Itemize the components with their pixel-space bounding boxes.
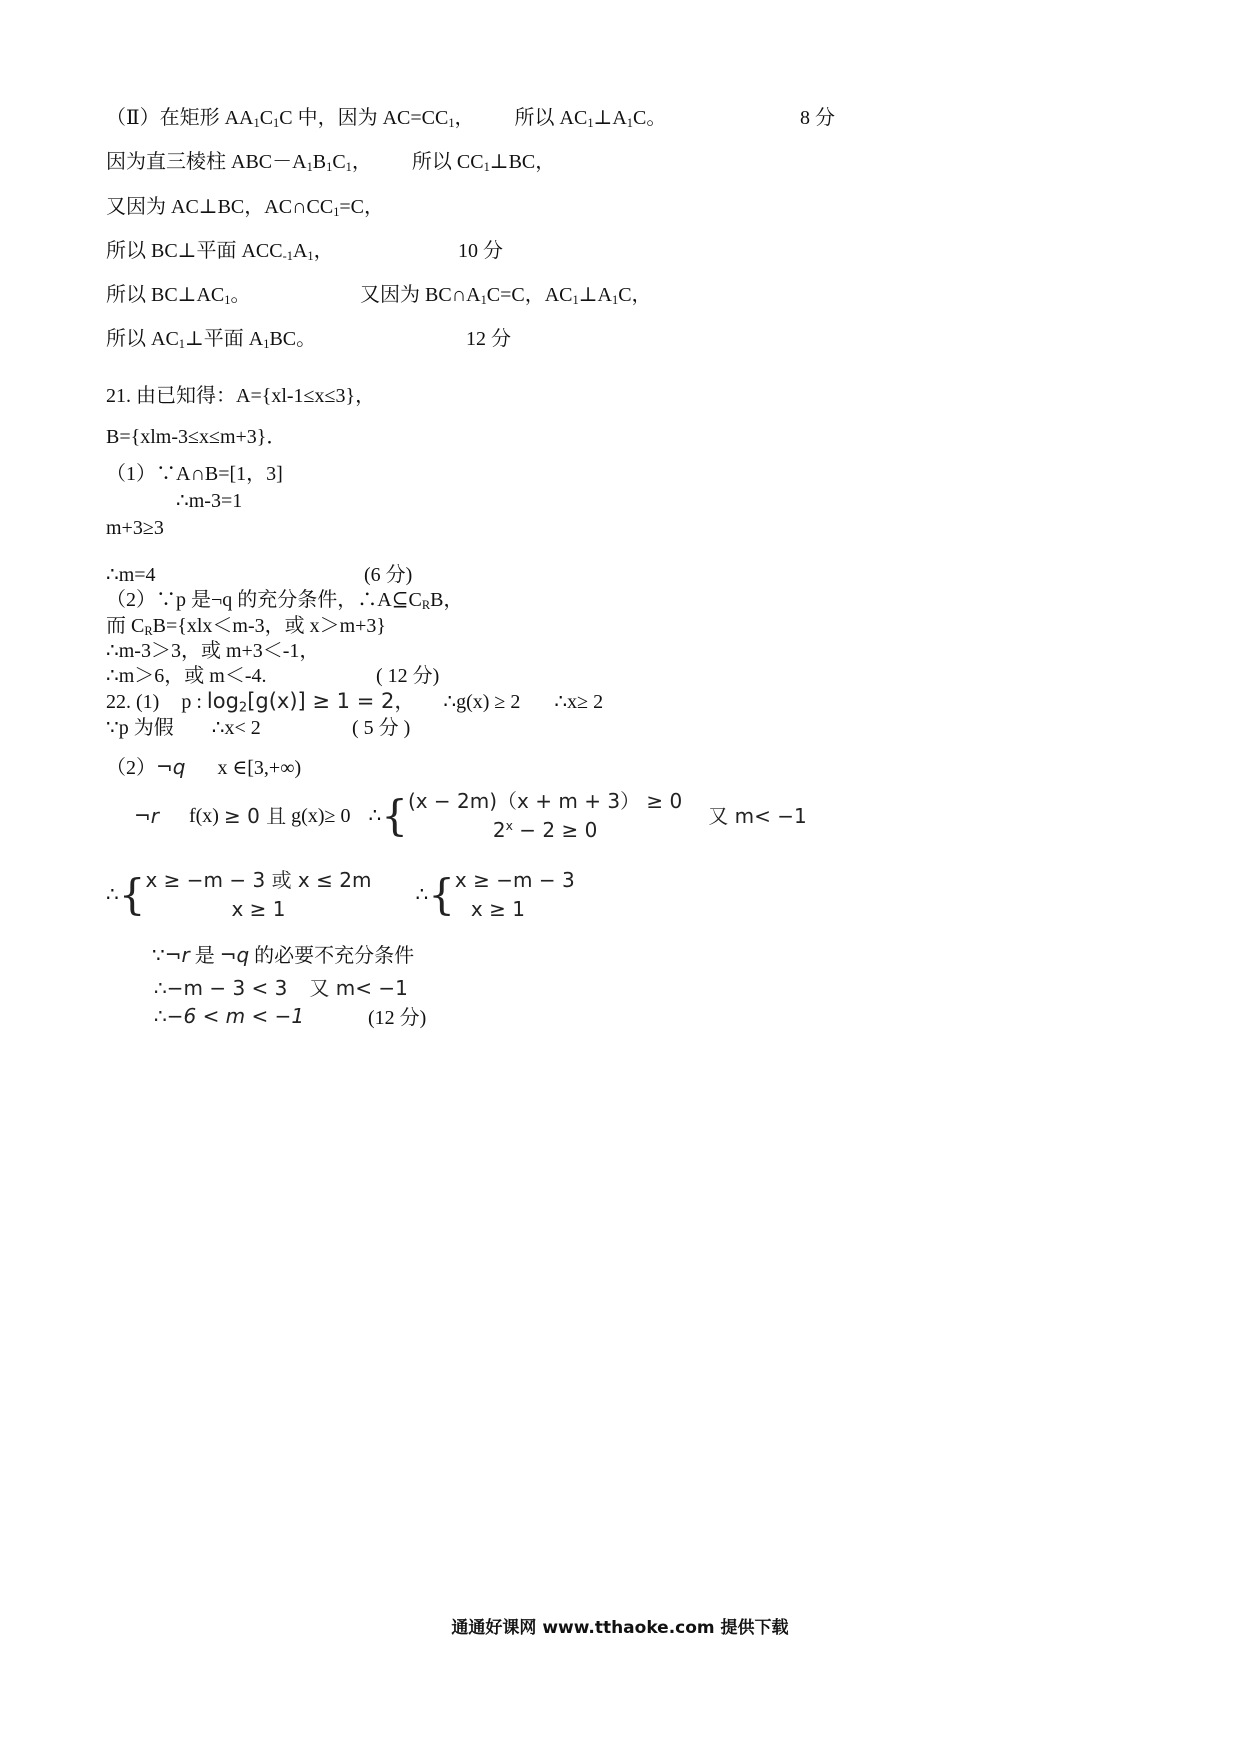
q21-line-7 xyxy=(106,589,464,613)
q22-l6-negq: ¬q xyxy=(219,943,250,967)
p2-l6-text-c: BC。 xyxy=(269,328,317,350)
q22-l2-a: ∵p 为假 xyxy=(106,717,174,739)
q21-l7-text-b: B， xyxy=(430,589,464,611)
p2-line-5 xyxy=(106,284,251,308)
q21-l7-text-a: （2）∵p 是¬q 的充分条件，∴A⊆C xyxy=(106,589,422,611)
p2-l1-text-c: C 中，因为 AC=CC xyxy=(279,107,449,129)
p2-l2-sub2: 1 xyxy=(326,160,333,175)
p2-l4-sub2: 1 xyxy=(307,249,314,264)
p2-line-1 xyxy=(106,107,667,131)
q22-l5-sys-row1: x ≥ −m − 3 或 x ≤ 2m xyxy=(145,868,372,892)
p2-l6-score: 12 分 xyxy=(466,328,511,350)
q21-line-10: ∴m＞6，或 m＜-4. xyxy=(106,665,267,687)
q21-line-5: m+3≥3 xyxy=(106,517,164,539)
q22-l6-is: 是 xyxy=(194,945,215,967)
q22-line-1 xyxy=(106,689,604,716)
q22-l1-p: p : xyxy=(181,691,202,713)
q22-l5-sys-row2: x ≥ 1 xyxy=(231,897,286,921)
q21-l8-sub: R xyxy=(144,624,153,639)
q22-l3-negq: ¬q xyxy=(156,755,186,779)
p2-l2-text-e: 所以 CC xyxy=(411,151,484,173)
q22-l2-score: ( 5 分 ) xyxy=(352,717,411,739)
q21-line-8 xyxy=(106,615,387,639)
q21-line-6: ∴m=4 xyxy=(106,564,156,586)
p2-l1-score: 8 分 xyxy=(800,107,835,129)
p2-l1-text-g: C。 xyxy=(633,107,667,129)
p2-l1-text-e: 所以 AC xyxy=(514,107,588,129)
q21-l7-sub: R xyxy=(421,598,431,613)
p2-l1-sub2: 1 xyxy=(273,116,280,131)
q22-l3-a: （2） xyxy=(106,757,156,779)
p2-l6-sub1: 1 xyxy=(178,337,185,352)
q22-line-2 xyxy=(106,718,261,738)
p2-l5-text-e: ⊥A xyxy=(578,284,612,306)
p2-l4-text-b: A xyxy=(292,240,308,262)
p2-l1-text-b: C xyxy=(259,107,274,129)
q22-line-4 xyxy=(134,787,807,845)
p2-l5-text-b: 。 xyxy=(230,284,251,306)
q22-l1-x: ∴x≥ 2 xyxy=(554,691,604,713)
q22-l7-b: 又 m< −1 xyxy=(309,976,408,1000)
p2-l5-sub3: 1 xyxy=(572,293,579,308)
p2-l3-text-a: 又因为 AC⊥BC，AC∩CC xyxy=(106,196,334,218)
q22-line-3 xyxy=(106,757,301,778)
p2-l5-sub2: 1 xyxy=(480,293,487,308)
q22-l5b-brace: { xyxy=(428,870,455,919)
p2-l1-sub4: 1 xyxy=(587,116,594,131)
q22-l4-negr: ¬r xyxy=(134,804,159,828)
q22-l5-brace: { xyxy=(118,870,146,919)
q21-line-2: B={xlm-3≤x≤m+3}． xyxy=(106,426,287,448)
p2-l2-sub4: 1 xyxy=(483,160,490,175)
q21-l8-text-b: B={xlx＜m-3，或 x＞m+3} xyxy=(152,615,387,637)
q22-l4-brace: { xyxy=(381,791,408,840)
p2-l5-text-c: 又因为 BC∩A xyxy=(360,284,481,306)
p2-line-5-right xyxy=(360,284,652,308)
q22-l4-a: f(x) xyxy=(188,805,219,827)
q22-line-5 xyxy=(106,866,575,924)
p2-l5-sub1: 1 xyxy=(224,293,231,308)
q22-l4-b: ≥ 0 且 xyxy=(223,804,287,828)
p2-l5-text-d: C=C，AC xyxy=(486,284,573,306)
q22-l5-therefore: ∴ xyxy=(106,884,119,906)
p2-l1-text-a: （Ⅱ）在矩形 AA xyxy=(106,107,254,129)
p2-l2-text-c: C xyxy=(332,151,346,173)
q21-line-9: ∴m-3＞3，或 m+3＜-1， xyxy=(106,640,320,662)
p2-l2-text-d: ， xyxy=(351,151,372,173)
p2-line-3 xyxy=(106,196,385,220)
p2-l6-sub2: 1 xyxy=(263,337,270,352)
p2-l1-sub: 1 xyxy=(253,116,260,131)
q22-l5b-therefore: ∴ xyxy=(415,884,429,906)
p2-l1-sub5: 1 xyxy=(626,116,633,131)
q22-l6-because: ∵ xyxy=(152,945,165,967)
p2-line-2 xyxy=(106,151,556,175)
q22-l4-system xyxy=(408,787,682,845)
page-footer: 通通好课网 www.tthaoke.com 提供下载 xyxy=(451,1618,789,1638)
q22-l4-sys-row1: (x − 2m)（x + m + 3） ≥ 0 xyxy=(407,789,683,813)
q21-line-4: ∴m-3=1 xyxy=(176,490,243,512)
p2-l2-sub1: 1 xyxy=(306,160,313,175)
p2-l2-text-f: ⊥BC， xyxy=(489,151,556,173)
q22-line-8 xyxy=(154,1006,304,1027)
q21-l6-score: (6 分) xyxy=(364,564,413,586)
q22-l1-log: $\log_2[g(x)] \ge 1 = 2$， xyxy=(206,689,416,716)
p2-l6-text-a: 所以 AC xyxy=(106,328,179,350)
p2-l3-sub: 1 xyxy=(333,205,340,220)
q22-l4-therefore: ∴ xyxy=(368,805,382,827)
q22-l7-a: ∴−m − 3 < 3 xyxy=(154,976,288,1000)
p2-l5-text-f: C， xyxy=(618,284,652,306)
p2-l4-score: 10 分 xyxy=(458,240,503,262)
q22-l1-g: ∴g(x) ≥ 2 xyxy=(443,691,521,713)
q21-line-1: 21. 由已知得：A={xl-1≤x≤3}， xyxy=(106,385,376,407)
q22-l8-a: ∴−6 < m < −1 xyxy=(154,1004,305,1028)
p2-l1-sub3: 1 xyxy=(448,116,455,131)
q22-l4-also: 又 m< −1 xyxy=(708,804,807,828)
q22-l4-sys-row2: $2^x - 2 \ge 0$ xyxy=(492,818,598,842)
q22-line-7 xyxy=(154,978,408,999)
p2-l1-text-f: ⊥A xyxy=(593,107,627,129)
q22-l6-negr: ¬r xyxy=(164,943,190,967)
q22-l2-b: ∴x< 2 xyxy=(211,717,261,739)
q21-l10-score: ( 12 分) xyxy=(376,665,440,687)
q22-l5b-system xyxy=(455,866,575,924)
q22-l3-b: x ∈[3,+∞) xyxy=(217,757,302,779)
p2-l5-sub4: 1 xyxy=(612,293,619,308)
q22-l1-label: 22. (1) xyxy=(106,691,160,713)
p2-l2-text-a: 因为直三棱柱 ABC－A xyxy=(106,151,307,173)
q22-line-6 xyxy=(152,945,414,966)
p2-line-6 xyxy=(106,328,317,352)
q22-l5b-sys-row2: x ≥ 1 xyxy=(470,897,525,921)
q22-l6-rest: 的必要不充分条件 xyxy=(254,945,415,967)
q22-l4-c: g(x)≥ 0 xyxy=(291,805,351,827)
p2-l3-text-b: =C， xyxy=(339,196,385,218)
q21-line-3: （1）∵A∩B=[1，3] xyxy=(106,463,283,485)
q21-l8-text-a: 而 C xyxy=(106,615,145,637)
p2-l6-text-b: ⊥平面 A xyxy=(185,328,264,350)
p2-l1-text-d: ， xyxy=(454,107,475,129)
p2-l5-text-a: 所以 BC⊥AC xyxy=(106,284,225,306)
p2-l2-sub3: 1 xyxy=(345,160,352,175)
p2-line-4: 所以 BC⊥平面 $ACC_{-1}A_1$， xyxy=(106,240,334,264)
p2-l4-text-a: 所以 BC⊥平面 ACC xyxy=(106,240,283,262)
q22-l5b-sys-row1: x ≥ −m − 3 xyxy=(454,868,575,892)
p2-l2-text-b: B xyxy=(312,151,327,173)
q22-l5-system xyxy=(145,866,371,924)
p2-l4-sub: -1 xyxy=(282,249,293,264)
q22-l8-score: (12 分) xyxy=(368,1007,427,1029)
